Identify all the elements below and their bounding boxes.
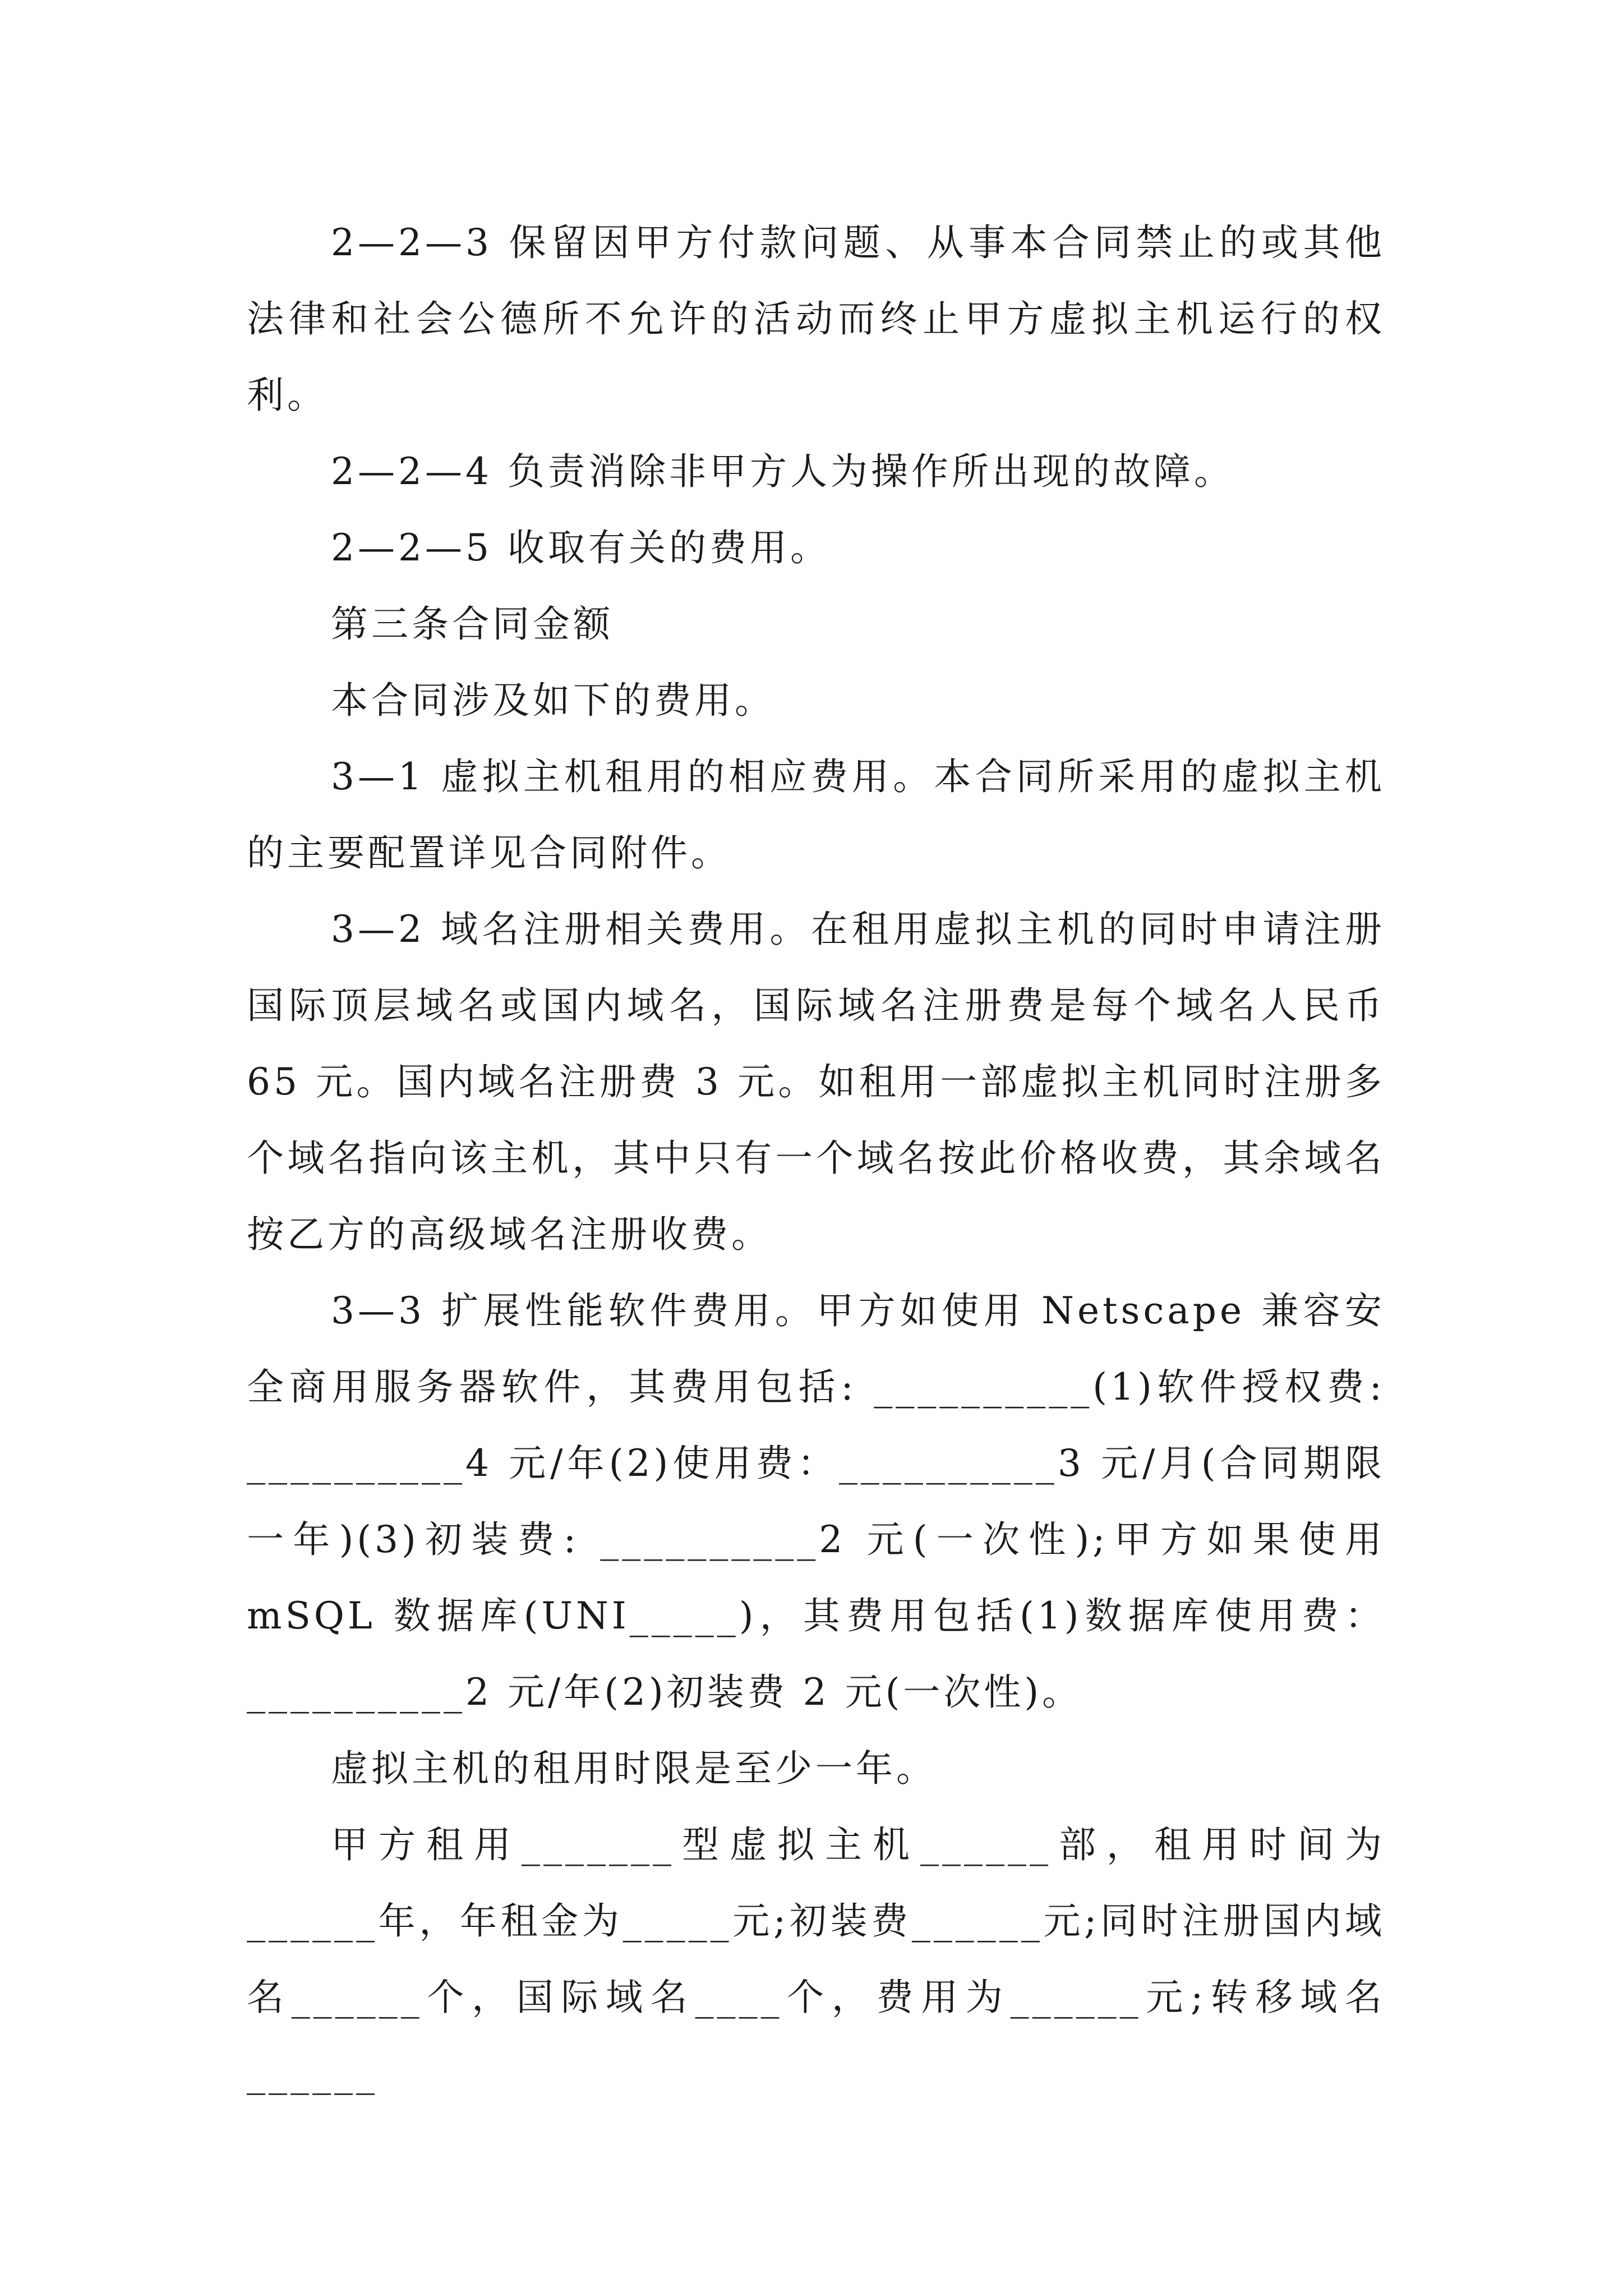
article-3-heading: 第三条合同金额 [331,602,614,646]
document-page [247,205,1385,2112]
clause-3-3: 3—3 扩展性能软件费用。甲方如使用 Netscape 兼容安全商用服务器软件，其费用包括: __________(1)软件授权费: __________4 元/年(2)使用费：__________3 元/月(合同期限一年)(3)初装费: __________2 元(一次性);甲方如果使用 mSQL 数据库(UNI_____)，其费用包括(1)数据库使用费：__________2 元/年(2)初装费 2 元(一次性)。 [247,1289,1385,1714]
rental-term-clause: 虚拟主机的租用时限是至少一年。 [331,1747,937,1790]
clause-3-2: 3—2 域名注册相关费用。在租用虚拟主机的同时申请注册国际顶层域名或国内域名，国际域名注册费是每个域名人民币 65 元。国内域名注册费 3 元。如租用一部虚拟主机同时注册多个域名指向该主机，其中只有一个域名按此价格收费，其余域名按乙方的高级域名注册收费。 [247,908,1385,1256]
article-3-intro: 本合同涉及如下的费用。 [331,679,775,722]
rental-details-clause: 甲方租用_______型虚拟主机______部，租用时间为______年，年租金为_____元;初装费______元;同时注册国内域名______个，国际域名____个，费用为______元;转移域名______ [247,1823,1385,2095]
clause-2-2-5: 2—2—5 收取有关的费用。 [331,526,831,569]
clause-2-2-4: 2—2—4 负责消除非甲方人为操作所出现的故障。 [331,450,1234,493]
clause-2-2-3: 2—2—3 保留因甲方付款问题、从事本合同禁止的或其他法律和社会公德所不允许的活动而终止甲方虚拟主机运行的权利。 [247,221,1385,417]
clause-3-1: 3—1 虚拟主机租用的相应费用。本合同所采用的虚拟主机的主要配置详见合同附件。 [247,755,1385,875]
